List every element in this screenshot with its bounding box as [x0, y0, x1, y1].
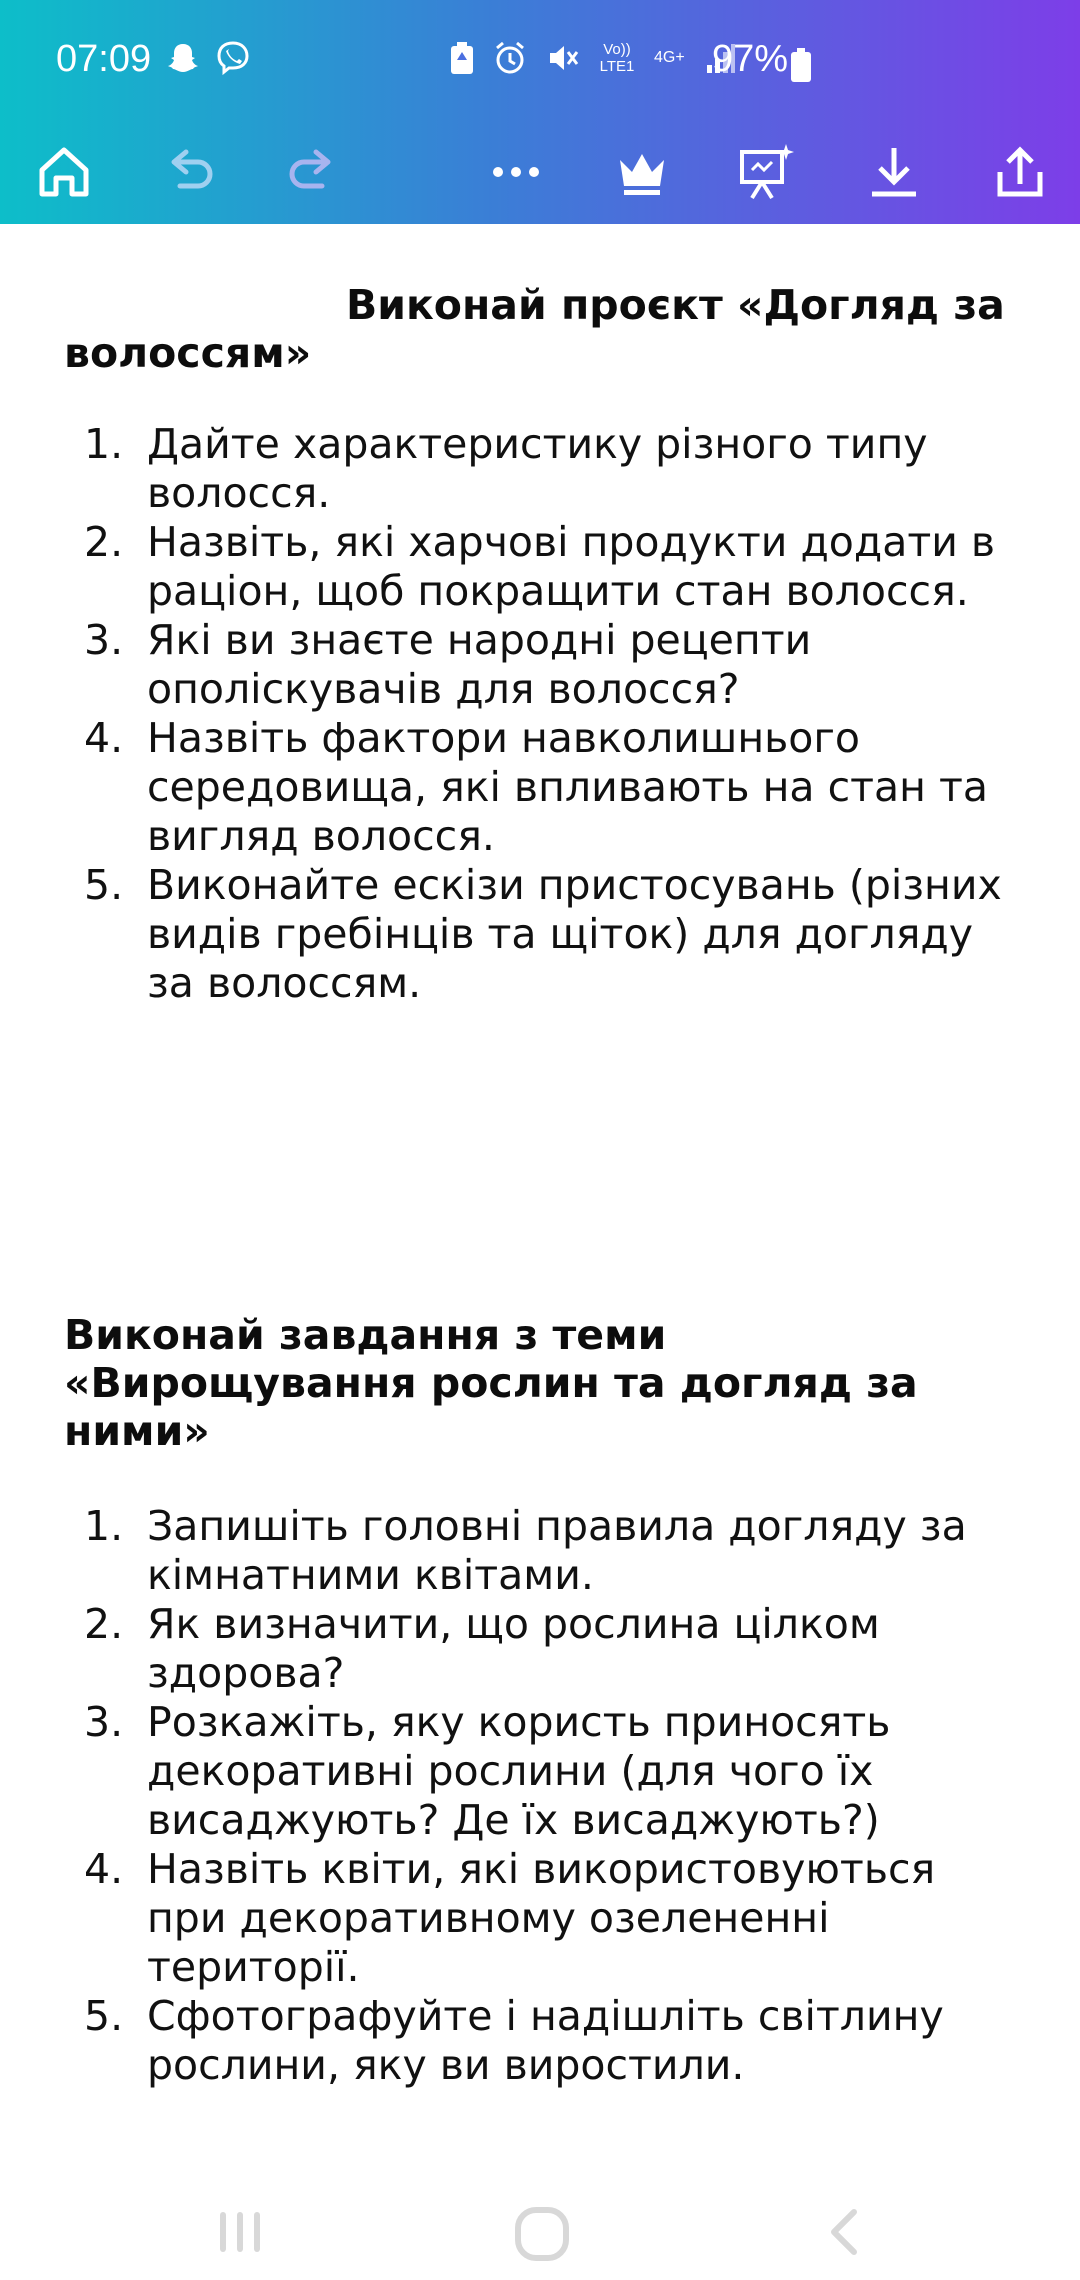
- list-item-text-line: Які ви знаєте народні рецепти: [147, 616, 812, 664]
- list-item-number: 2.: [84, 518, 124, 566]
- list-item-text-line: ополіскувачів для волосся?: [147, 665, 740, 713]
- list-item-number: 5.: [84, 1992, 124, 2040]
- list-item-text-line: Назвіть фактори навколишнього: [147, 714, 860, 762]
- home-icon[interactable]: [32, 140, 96, 204]
- crown-icon[interactable]: [610, 140, 674, 204]
- section1-title-line2: волоссям»: [64, 329, 312, 377]
- list-item-number: 3.: [84, 1698, 124, 1746]
- recent-apps-icon[interactable]: [212, 2204, 268, 2260]
- alarm-icon: [492, 40, 528, 76]
- battery-percent: 97%: [712, 38, 789, 80]
- volte-label: Vo)) LTE1: [599, 41, 635, 75]
- list-item: [0, 420, 1080, 518]
- list-item: [0, 1992, 1080, 2090]
- battery-saver-icon: [448, 40, 476, 76]
- section2-title-line2: «Вирощування рослин та догляд за: [64, 1359, 918, 1407]
- app-header: [0, 0, 1080, 224]
- download-icon[interactable]: [862, 140, 926, 204]
- list-item-number: 2.: [84, 1600, 124, 1648]
- list-item-text-line: вигляд волосся.: [147, 812, 495, 860]
- section1-list: [0, 420, 1080, 1008]
- undo-icon[interactable]: [158, 140, 222, 204]
- redo-icon[interactable]: [280, 140, 344, 204]
- list-item-text-line: Сфотографуйте і надішліть світлину: [147, 1992, 944, 2040]
- viber-icon: [215, 40, 251, 76]
- list-item-number: 3.: [84, 616, 124, 664]
- list-item-text-line: при декоративному озелененні: [147, 1894, 830, 1942]
- list-item-text-line: Запишіть головні правила догляду за: [147, 1502, 967, 1550]
- list-item-number: 1.: [84, 1502, 124, 1550]
- mute-icon: [544, 40, 580, 76]
- list-item-text-line: декоративні рослини (для чого їх: [147, 1747, 874, 1795]
- list-item-text-line: висаджують? Де їх висаджують?): [147, 1796, 880, 1844]
- section2-list: [0, 1502, 1080, 2090]
- list-item-text-line: видів гребінців та щіток) для догляду: [147, 910, 974, 958]
- section2-title-line3: ними»: [64, 1407, 210, 1455]
- list-item: [0, 616, 1080, 714]
- editor-toolbar: [0, 120, 1080, 220]
- present-icon[interactable]: [734, 140, 798, 204]
- list-item: [0, 518, 1080, 616]
- list-item-number: 4.: [84, 1845, 124, 1893]
- list-item-text-line: раціон, щоб покращити стан волосся.: [147, 567, 969, 615]
- list-item-text-line: за волоссям.: [147, 959, 422, 1007]
- list-item-text-line: території.: [147, 1943, 360, 1991]
- list-item: [0, 1845, 1080, 1992]
- list-item-text-line: Дайте характеристику різного типу: [147, 420, 928, 468]
- list-item-text-line: волосся.: [147, 469, 331, 517]
- document-page: [0, 224, 1080, 2184]
- list-item: [0, 1502, 1080, 1600]
- system-navbar: [0, 2184, 1080, 2280]
- data-label: 4G+: [654, 49, 685, 66]
- list-item: [0, 714, 1080, 861]
- list-item-number: 1.: [84, 420, 124, 468]
- status-time: 07:09: [56, 38, 152, 80]
- list-item-number: 5.: [84, 861, 124, 909]
- battery-icon: [790, 48, 812, 82]
- list-item-text-line: здорова?: [147, 1649, 345, 1697]
- section1-title-line1: Виконай проєкт «Догляд за: [346, 281, 1005, 329]
- list-item: [0, 1698, 1080, 1845]
- list-item-text-line: Назвіть, які харчові продукти додати в: [147, 518, 996, 566]
- back-icon[interactable]: [818, 2204, 874, 2260]
- status-bar: [0, 0, 1080, 130]
- list-item-number: 4.: [84, 714, 124, 762]
- list-item-text-line: Виконайте ескізи пристосувань (різних: [147, 861, 1002, 909]
- list-item-text-line: рослини, яку ви виростили.: [147, 2041, 745, 2089]
- more-icon[interactable]: [484, 140, 548, 204]
- list-item-text-line: Розкажіть, яку користь приносять: [147, 1698, 891, 1746]
- share-icon[interactable]: [988, 140, 1052, 204]
- snapchat-icon: [165, 40, 201, 76]
- list-item: [0, 1600, 1080, 1698]
- list-item: [0, 861, 1080, 1008]
- list-item-text-line: Як визначити, що рослина цілком: [147, 1600, 880, 1648]
- list-item-text-line: кімнатними квітами.: [147, 1551, 594, 1599]
- list-item-text-line: Назвіть квіти, які використовуються: [147, 1845, 936, 1893]
- home-nav-icon[interactable]: [512, 2204, 572, 2264]
- list-item-text-line: середовища, які впливають на стан та: [147, 763, 988, 811]
- section2-title-line1: Виконай завдання з теми: [64, 1311, 667, 1359]
